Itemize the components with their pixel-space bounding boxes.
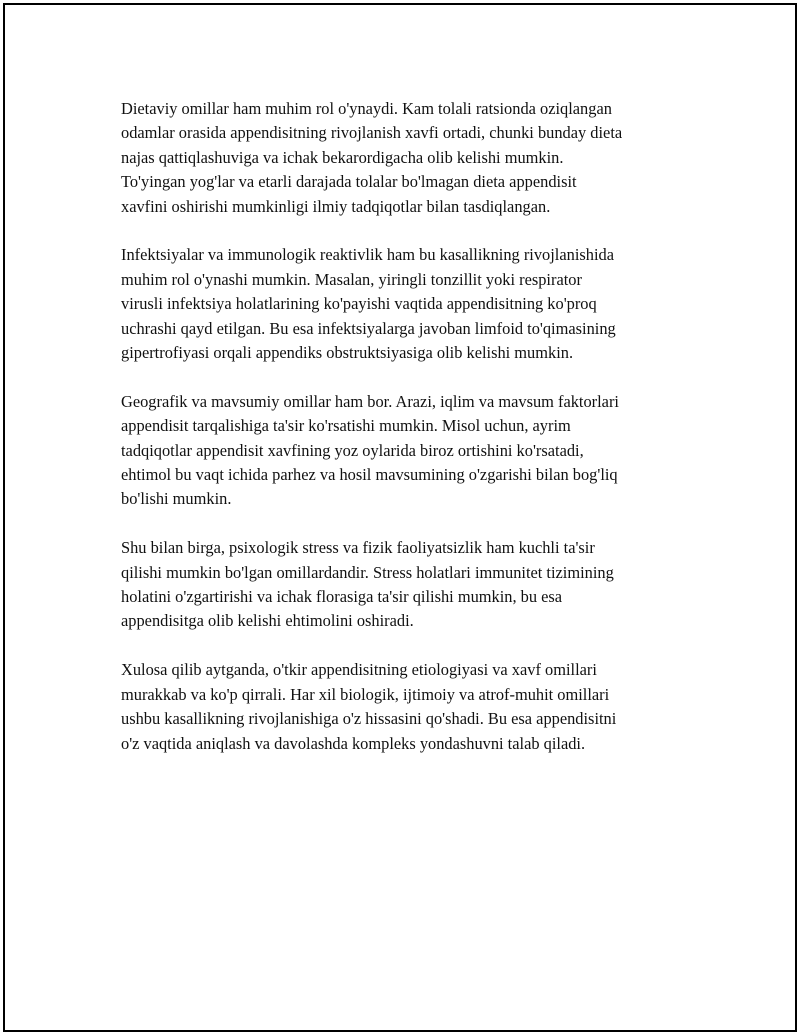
paragraph-stress (121, 536, 701, 634)
text-line: o'z vaqtida aniqlash va davolashda kompleks yondashuvni talab qiladi. (121, 733, 586, 753)
page-frame (3, 3, 797, 1032)
text-line: odamlar orasida appendisitning rivojlanish xavfi ortadi, chunki bunday dieta (121, 123, 623, 143)
text-line: Geografik va mavsumiy omillar ham bor. Arazi, iqlim va mavsum faktorlari (121, 391, 619, 411)
text-line: muhim rol o'ynashi mumkin. Masalan, yiringli tonzillit yoki respirator (121, 269, 582, 289)
text-line: appendisit tarqalishiga ta'sir ko'rsatishi mumkin. Misol uchun, ayrim (121, 416, 571, 436)
paragraph-conclusion (121, 658, 701, 756)
text-line: xavfini oshirishi mumkinligi ilmiy tadqiqotlar bilan tasdiqlangan. (121, 196, 551, 216)
text-line: ehtimol bu vaqt ichida parhez va hosil mavsumining o'zgarishi bilan bog'liq (121, 465, 618, 485)
text-line: virusli infektsiya holatlarining ko'payishi vaqtida appendisitning ko'proq (121, 294, 597, 314)
paragraph-infections (121, 243, 701, 365)
text-line: bo'lishi mumkin. (121, 489, 232, 509)
text-line: uchrashi qayd etilgan. Bu esa infektsiyalarga javoban limfoid to'qimasining (121, 318, 616, 338)
paragraph-geographic-seasonal (121, 390, 701, 512)
text-line: qilishi mumkin bo'lgan omillardandir. Stress holatlari immunitet tizimining (121, 562, 614, 582)
text-line: ushbu kasallikning rivojlanishiga o'z hissasini qo'shadi. Bu esa appendisitni (121, 709, 617, 729)
document-body (121, 97, 701, 780)
text-line: Infektsiyalar va immunologik reaktivlik ham bu kasallikning rivojlanishida (121, 245, 614, 265)
text-line: najas qattiqlashuviga va ichak bekarordigacha olib kelishi mumkin. (121, 147, 564, 167)
text-line: holatini o'zgartirishi va ichak florasiga ta'sir qilishi mumkin, bu esa (121, 587, 563, 607)
text-line: To'yingan yog'lar va etarli darajada tolalar bo'lmagan dieta appendisit (121, 172, 577, 192)
text-line: Shu bilan birga, psixologik stress va fizik faoliyatsizlik ham kuchli ta'sir (121, 538, 595, 558)
text-line: tadqiqotlar appendisit xavfining yoz oylarida biroz ortishini ko'rsatadi, (121, 440, 584, 460)
text-line: gipertrofiyasi orqali appendiks obstruktsiyasiga olib kelishi mumkin. (121, 343, 574, 363)
text-line: Dietaviy omillar ham muhim rol o'ynaydi. Kam tolali ratsionda oziqlangan (121, 99, 612, 118)
paragraph-dietary-factors (121, 97, 701, 219)
text-line: Xulosa qilib aytganda, o'tkir appendisitning etiologiyasi va xavf omillari (121, 660, 597, 680)
text-line: appendisitga olib kelishi ehtimolini oshiradi. (121, 611, 414, 631)
text-line: murakkab va ko'p qirrali. Har xil biologik, ijtimoiy va atrof-muhit omillari (121, 684, 610, 704)
